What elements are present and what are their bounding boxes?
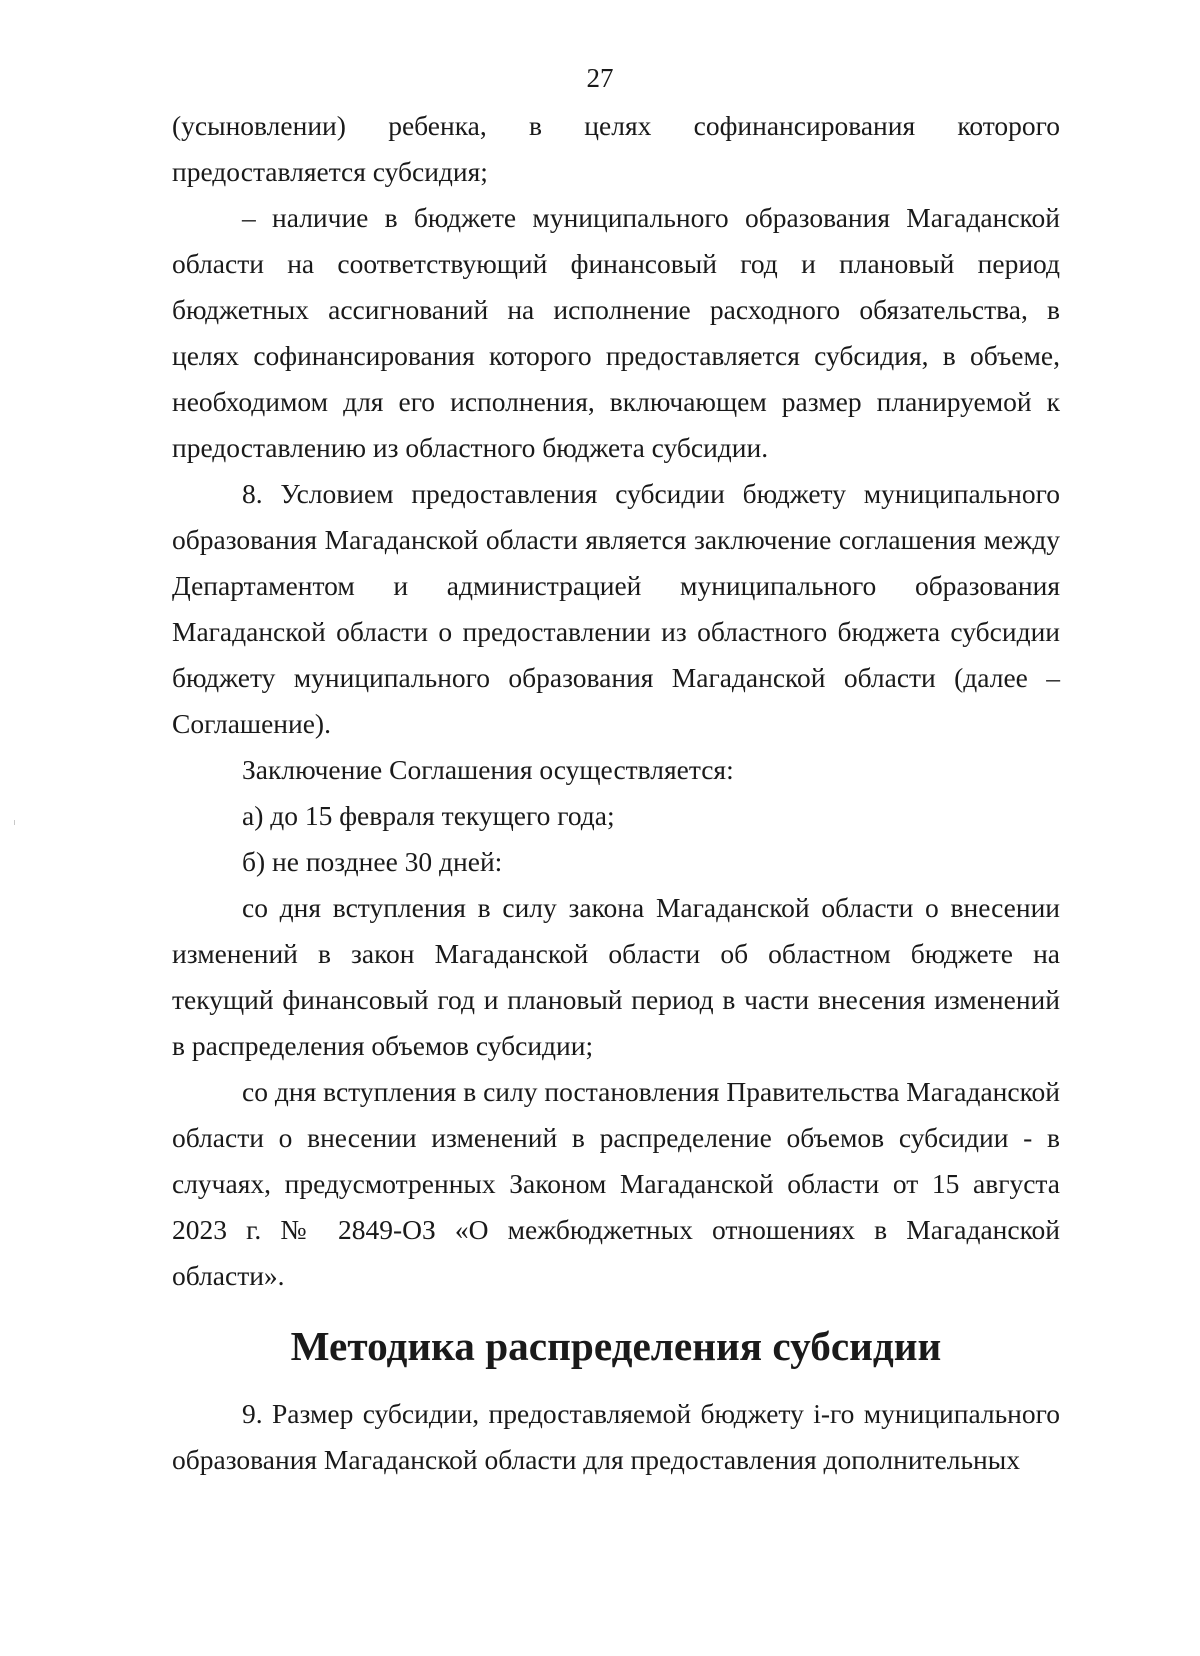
scan-artifact xyxy=(14,820,15,825)
paragraph-agreement-intro: Заключение Соглашения осуществляется: xyxy=(242,754,734,785)
paragraph-item-a: а) до 15 февраля текущего года; xyxy=(242,800,615,831)
paragraph-item-9: 9. Размер субсидии, предоставляемой бюджету i-го муниципального образования Магаданской области для предоставления дополнительных xyxy=(172,1398,1060,1475)
paragraph-continuation: (усыновлении) ребенка, в целях софинансирования которого предоставляется субсидия; xyxy=(172,110,1060,187)
paragraph-item-8: 8. Условием предоставления субсидии бюджету муниципального образования Магаданской области является заключение соглашения между Департаментом и администрацией муниципального образования Магаданской области о предоставлении из областного бюджета субсидии бюджету муниципального образования Магаданской области (далее – Соглашение). xyxy=(172,478,1060,739)
paragraph-budget-condition: – наличие в бюджете муниципального образования Магаданской области на соответствующий финансовый год и плановый период бюджетных ассигнований на исполнение расходного обязательства, в целях софинансирования которого предоставляется субсидия, в объеме, необходимом для его исполнения, включающем размер планируемой к предоставлению из областного бюджета субсидии. xyxy=(172,202,1060,463)
section-heading: Методика распределения субсидии xyxy=(290,1323,942,1369)
document-body xyxy=(172,103,1060,1483)
paragraph-item-b: б) не позднее 30 дней: xyxy=(242,846,503,877)
paragraph-resolution-change: со дня вступления в силу постановления Правительства Магаданской области о внесении изменений в распределение объемов субсидии - в случаях, предусмотренных Законом Магаданской области от 15 августа 2023 г. № 2849-ОЗ «О межбюджетных отношениях в Магаданской области». xyxy=(172,1076,1060,1291)
page-number: 27 xyxy=(586,63,614,93)
paragraph-law-change: со дня вступления в силу закона Магаданской области о внесении изменений в закон Магаданской области об областном бюджете на текущий финансовый год и плановый период в части внесения изменений в распределения объемов субсидии; xyxy=(172,892,1060,1061)
